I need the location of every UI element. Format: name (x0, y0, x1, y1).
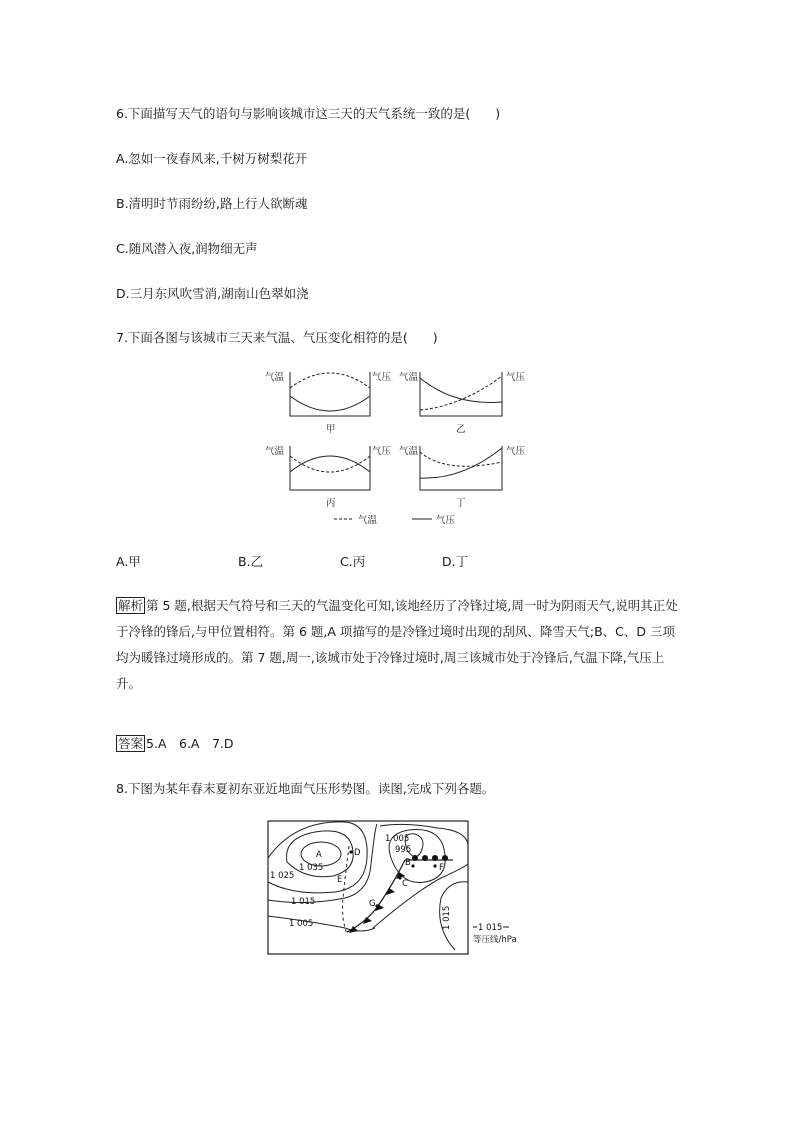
q7-stem: 7.下面各图与该城市三天来气温、气压变化相符的是( ) (116, 330, 438, 345)
panel-yi-frame (420, 372, 502, 416)
q7-option-b: B.乙 (238, 554, 264, 569)
legend-isobar-value: 1 015 (478, 923, 503, 933)
label-b: B (405, 858, 411, 868)
panel-label-bing: 丙 (326, 498, 336, 509)
axis-label-temp: 气温 (399, 446, 419, 457)
panel-label-yi: 乙 (456, 424, 466, 435)
panel-label-ding: 丁 (456, 498, 466, 509)
isobar-label-1005: 1 005 (289, 919, 314, 929)
label-c: C (402, 879, 408, 889)
q6-option-a: A.忽如一夜春风来,千树万树梨花开 (116, 151, 308, 166)
panel-jia-pressure-curve (290, 396, 370, 411)
q6-option-b: B.清明时节雨纷纷,路上行人欲断魂 (116, 196, 308, 211)
isobar-label-1025: 1 025 (270, 871, 295, 881)
q7-option-a: A.甲 (116, 554, 141, 569)
axis-label-temp: 气温 (399, 372, 419, 383)
q7-option-c: C.丙 (340, 554, 366, 569)
analysis-text: 第 5 题,根据天气符号和三天的气温变化可知,该地经历了冷锋过境,周一时为阴雨天气,说明其正处于冷锋的锋后,与甲位置相符。第 6 题,A 项描写的是冷锋过境时出现的刮风、降雪天气;B、C、D 三项均为暖锋过境形成的。第 7 题,周一,该城市处于冷锋过境时,周三该城市处于冷锋后,气温下降,气压上升。 (116, 598, 678, 691)
answer-line (116, 734, 234, 752)
q6-stem: 6.下面描写天气的语句与影响该城市这三天的天气系统一致的是( ) (116, 106, 501, 121)
q7-option-d: D.丁 (442, 554, 469, 569)
isobar-label-995: 995 (395, 845, 412, 855)
point-g-dot (375, 904, 378, 907)
axis-label-temp: 气温 (265, 446, 285, 457)
isobar-label-1005-top: 1 005 (385, 834, 410, 844)
label-a: A (316, 850, 322, 860)
panel-ding-pressure-curve (420, 448, 502, 478)
map-frame (268, 821, 468, 954)
axis-label-pressure: 气压 (372, 446, 392, 457)
point-f-dot (433, 864, 436, 867)
legend-temp-label: 气温 (358, 515, 378, 526)
point-b-dot (411, 864, 414, 867)
panel-bing-frame (290, 446, 370, 490)
panel-bing-pressure-curve (290, 456, 370, 472)
panel-label-jia: 甲 (326, 424, 336, 435)
label-g: G (369, 899, 376, 909)
q7-figure (262, 362, 532, 526)
panel-ding-frame (420, 446, 502, 490)
panel-yi-pressure-curve (420, 378, 502, 403)
isobar-label-1015-east: 1 015 (442, 905, 452, 930)
panel-jia-temp-curve (290, 373, 370, 388)
point-d-dot (349, 850, 352, 853)
label-f: F (439, 863, 444, 873)
panel-jia-frame (290, 372, 370, 416)
legend-pressure-label: 气压 (436, 515, 456, 526)
analysis-tag: 解析 (118, 598, 144, 613)
q8-stem: 8.下图为某年春末夏初东亚近地面气压形势图。读图,完成下列各题。 (116, 781, 495, 796)
label-e: E (337, 875, 343, 885)
q8-pressure-map (265, 818, 527, 958)
label-d: D (354, 848, 361, 858)
q6-option-d: D.三月东风吹雪消,湖南山色翠如浇 (116, 286, 309, 301)
isobar-label-1035: 1 035 (299, 863, 324, 873)
answer-tag: 答案 (118, 736, 144, 751)
axis-label-temp: 气温 (265, 372, 285, 383)
answer-text: 5.A 6.A 7.D (146, 736, 234, 751)
axis-label-pressure: 气压 (506, 446, 526, 457)
axis-label-pressure: 气压 (372, 372, 392, 383)
panel-ding-temp-curve (420, 452, 502, 466)
axis-label-pressure: 气压 (506, 372, 526, 383)
isobar-label-1015: 1 015 (291, 897, 316, 907)
legend-isobar-label: 等压线/hPa (473, 935, 517, 945)
analysis-block (116, 593, 686, 697)
panel-yi-temp-curve (420, 376, 502, 410)
q6-option-c: C.随风潜入夜,润物细无声 (116, 241, 258, 256)
